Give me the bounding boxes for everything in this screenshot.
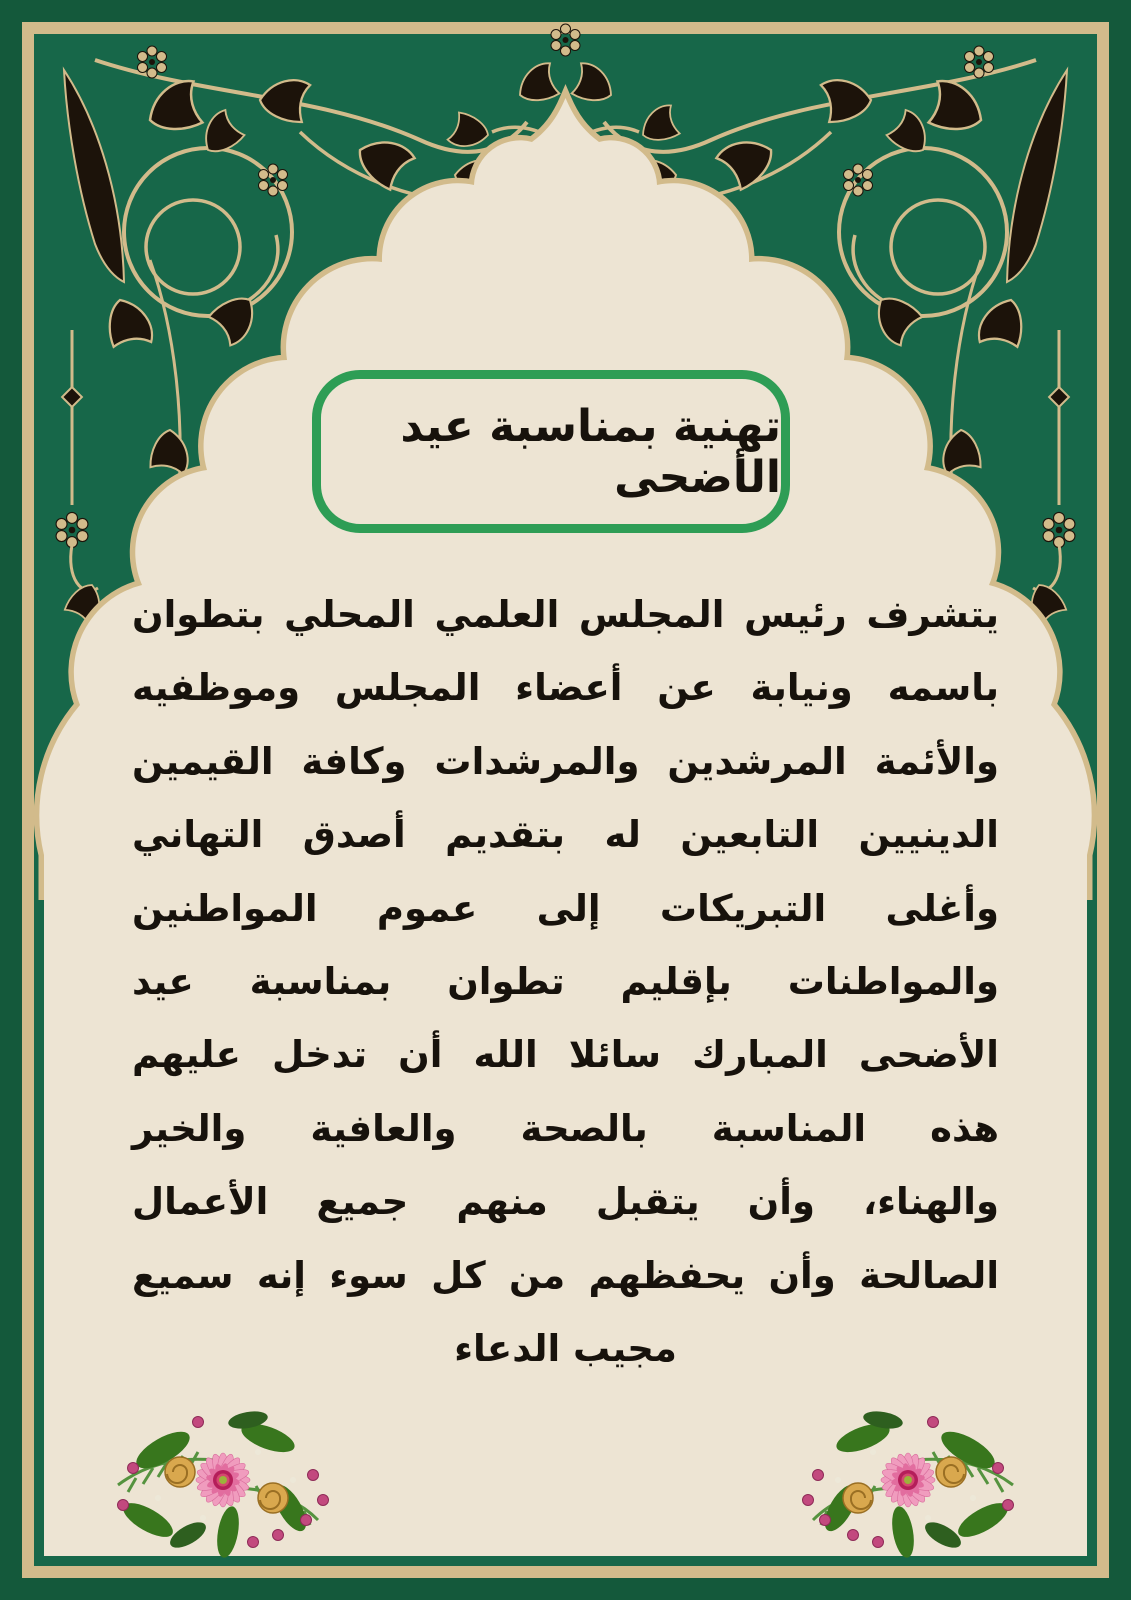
body-text [132, 578, 999, 1385]
title-box [312, 370, 790, 533]
body-line: يتشرف رئيس المجلس العلمي المحلي بتطوان [132, 593, 999, 636]
body-line: والمواطنات بإقليم تطوان بمناسبة عيد [132, 959, 999, 1003]
body-line: الأضحى المبارك سائلا الله أن تدخل عليهم [132, 1033, 999, 1077]
title-text: تهنية بمناسبة عيد الأضحى [400, 400, 781, 503]
body-line: الدينيين التابعين له بتقديم أصدق التهاني [132, 813, 999, 857]
body-line: والهناء، وأن يتقبل منهم جميع الأعمال [132, 1180, 999, 1224]
body-line: مجيب الدعاء [454, 1326, 677, 1370]
body-line: هذه المناسبة بالصحة والعافية والخير [132, 1106, 999, 1150]
body-line: الصالحة وأن يحفظهم من كل سوء إنه سميع [132, 1253, 999, 1297]
body-line: وأغلى التبريكات إلى عموم المواطنين [132, 886, 999, 930]
corner-flowers-svg [0, 1385, 1131, 1600]
flower-bouquet-right-icon [803, 1409, 1014, 1560]
flower-bouquet-left-icon [118, 1409, 329, 1560]
body-line: باسمه ونيابة عن أعضاء المجلس وموظفيه [132, 666, 999, 710]
body-line: والأئمة المرشدين والمرشدات وكافة القيمين [132, 739, 999, 783]
